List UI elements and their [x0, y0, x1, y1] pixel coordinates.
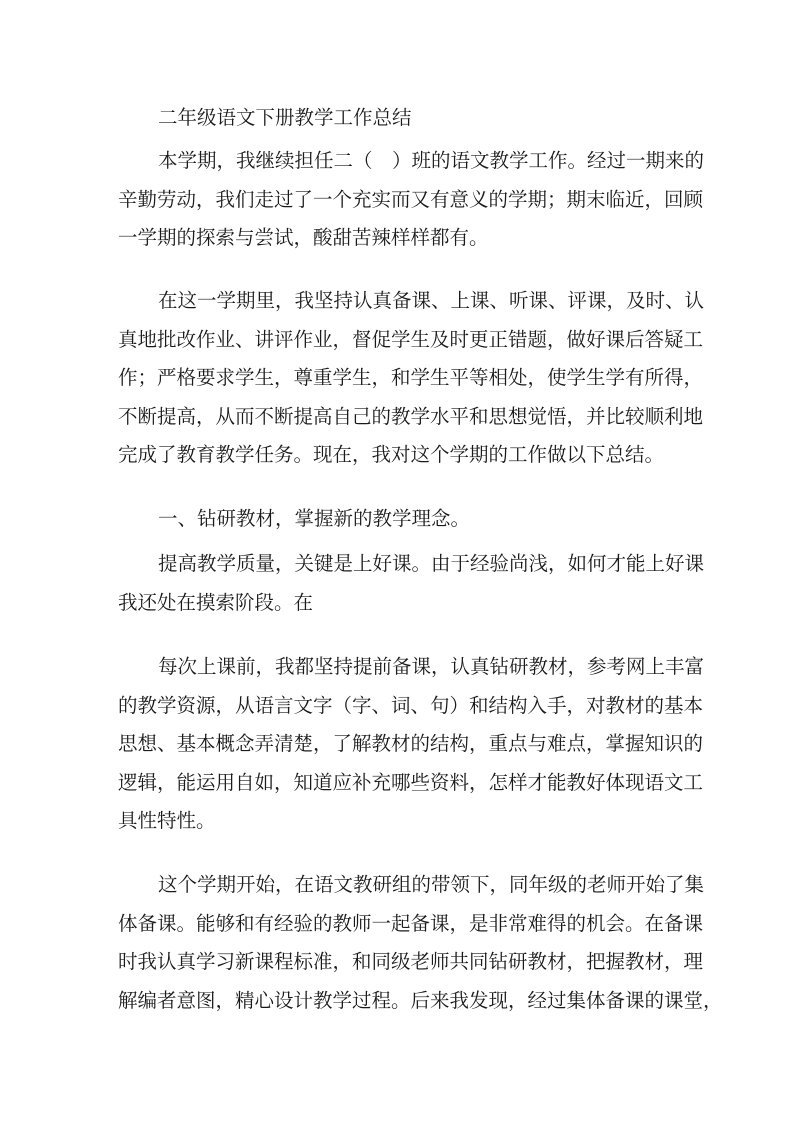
- paragraph-summary: [118, 282, 705, 475]
- text-line: 具性特性。: [118, 809, 216, 833]
- text-line: 真地批改作业、讲评作业，督促学生及时更正错题，做好课后答疑工: [118, 327, 704, 351]
- text-line: 的教学资源，从语言文字（字、词、句）和结构入手，对教材的基本: [118, 693, 704, 717]
- text-line: 辛勤劳动，我们走过了一个充实而又有意义的学期；期末临近，回顾: [118, 187, 704, 211]
- section-heading-1: [118, 500, 676, 539]
- text-line: 体备课。能够和有经验的教师一起备课，是非常难得的机会。在备课: [118, 911, 704, 935]
- text-line: 一学期的探索与尝试，酸甜苦辣样样都有。: [118, 226, 489, 250]
- paragraph-intro: [118, 142, 705, 258]
- text-line: 逻辑，能运用自如，知道应补充哪些资料，怎样才能教好体现语文工: [118, 770, 704, 794]
- text-line: 解编者意图，精心设计教学过程。后来我发现，经过集体备课的课堂，: [118, 988, 723, 1012]
- document-title: [118, 99, 676, 138]
- paragraph-group-prep: [118, 866, 723, 1020]
- text-line: 提高教学质量，关键是上好课。由于经验尚浅，如何才能上好课: [158, 552, 705, 575]
- paragraph-lesson-quality: [118, 545, 705, 622]
- text-line: 每次上课前，我都坚持提前备课，认真钻研教材，参考网上丰富: [158, 655, 705, 678]
- text-line: 本学期，我继续担任二（ ）班的语文教学工作。经过一期来的: [158, 149, 705, 172]
- title-text: 二年级语文下册教学工作总结: [158, 106, 412, 129]
- text-line: 这个学期开始，在语文教研组的带领下，同年级的老师开始了集: [158, 873, 705, 896]
- text-line: 思想、基本概念弄清楚，了解教材的结构，重点与难点，掌握知识的: [118, 732, 704, 756]
- text-line: 不断提高，从而不断提高自己的教学水平和思想觉悟，并比较顺利地: [118, 404, 704, 428]
- text-line: 作；严格要求学生，尊重学生，和学生平等相处，使学生学有所得，: [118, 366, 704, 390]
- text-line: 在这一学期里，我坚持认真备课、上课、听课、评课，及时、认: [158, 289, 705, 312]
- text-line: 完成了教育教学任务。现在，我对这个学期的工作做以下总结。: [118, 443, 665, 467]
- paragraph-preparation: [118, 648, 705, 841]
- text-line: 我还处在摸索阶段。在: [118, 590, 314, 614]
- text-line: 时我认真学习新课程标准，和同级老师共同钻研教材，把握教材，理: [118, 950, 704, 974]
- text-line: 一、钻研教材，掌握新的教学理念。: [158, 507, 471, 530]
